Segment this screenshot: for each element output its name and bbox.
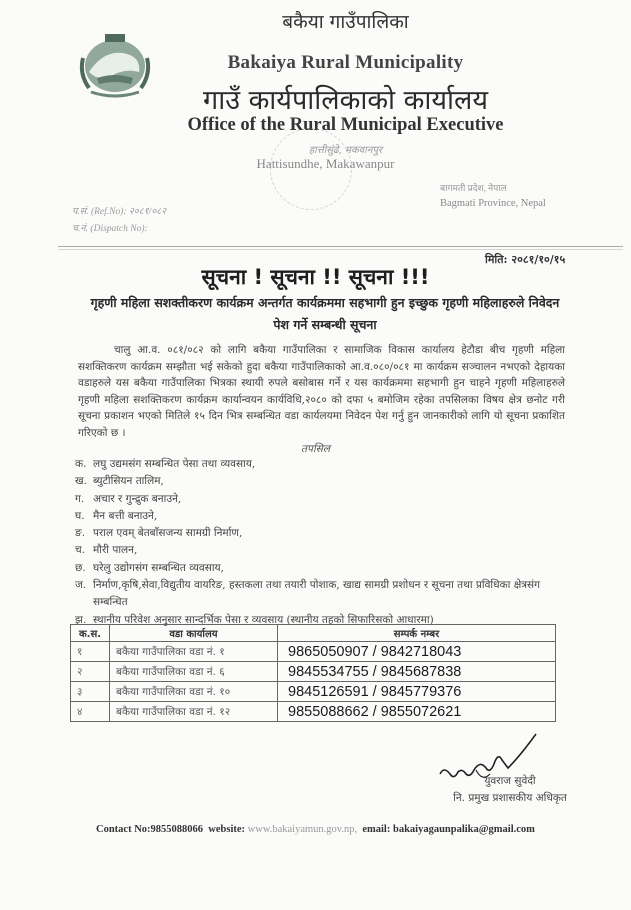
list-item-text: अचार र गुन्द्रुक बनाउने, [93, 492, 182, 505]
list-item-text: ब्युटीसियन तालिम, [93, 475, 164, 488]
list-item-text: पराल एवम् बेतबाँसजन्य सामग्री निर्माण, [93, 527, 243, 540]
table-row [71, 702, 556, 722]
address-english: Hattisundhe, Makawanpur [256, 156, 395, 171]
notice-title: सूचना ! सूचना !! सूचना !!! [201, 265, 430, 289]
cell-ward: बकैया गाउँपालिका वडा नं. १ [110, 642, 278, 662]
table-row [71, 662, 556, 682]
ref-number: प.सं. (Ref.No): २०८१/०८२ [72, 207, 167, 217]
list-item-text: मैन बत्ती बनाउने, [93, 509, 158, 522]
cell-serial: ४ [71, 702, 110, 722]
reference-block [72, 204, 166, 238]
list-item-text: स्थानीय परिवेश अनुसार सान्दर्भिक पेसा र व्यवसाय (स्थानीय तहको सिफारिसको आधारमा) [93, 613, 434, 626]
list-item-text: मौरी पालन, [93, 544, 138, 557]
website-link[interactable]: www.bakaiyamun.gov.np, [247, 824, 358, 835]
list-item [75, 456, 570, 473]
table-row [71, 642, 556, 662]
notice-body: चालु आ.व. ०८१/०८२ को लागि बकैया गाउँपालिका र सामाजिक विकास कार्यालय हेटौडा बीच गृहणी महिला सशक्तिकरण कार्यक्रम सम्झौता भई सकेको हुदा बकैया गाउँपालिकाको आ.व.०८०/०८१ मा कार्यक्रम सञ्चालन नभएको देहायका वडाहरुले यस बकैया गाउँपालिका भित्रका स्थायी रुपले बसोबास गर्ने र यस कार्यक्रममा सहभागी हुन चाहने गृहणी महिलाहरुले गृहणी महिला सशक्तिकरण कार्यक्रम कार्यान्वयन कार्यविधि,२०८० को दफा ५ बमोजिम रहेका तपसिलका विषय क्षेत्र छनोट गरी सूचना प्रकाशन भएको मितिले १५ दिन भित्र सम्बन्धित वडा कार्यलयमा निवेदन पेश गर्नु हुन जानकारीको लागि यो सूचना प्रकाशित गरिएको छ । [78, 344, 565, 439]
dispatch-number: च.नं. (Dispatch No): [72, 224, 148, 234]
list-item [75, 508, 570, 525]
office-name-nepali: गाउँ कार्यपालिकाको कार्यालय [203, 85, 488, 116]
municipality-name-english: Bakaiya Rural Municipality [227, 52, 464, 73]
subject-area-list [75, 456, 570, 629]
list-item-key: झ. [75, 613, 87, 626]
cell-ward: बकैया गाउँपालिका वडा नं. १२ [110, 702, 278, 722]
website-label: website: [208, 824, 246, 835]
signatory-title: नि. प्रमुख प्रशासकीय अधिकृत [453, 792, 567, 804]
office-stamp [270, 128, 352, 210]
contact-number: 9855088066 [150, 824, 204, 835]
column-header-contact: सम्पर्क नम्बर [278, 625, 556, 642]
notice-date: मिति: २०८१/१०/१५ [485, 253, 566, 266]
ward-contact-table [70, 624, 556, 722]
email-link[interactable]: bakaiyagaunpalika@gmail.com [392, 824, 535, 835]
list-item [75, 473, 570, 490]
list-item-key: ग. [75, 492, 85, 505]
list-item-key: ख. [75, 475, 87, 488]
list-item [75, 542, 570, 559]
table-row [71, 682, 556, 702]
cell-phone: 9845126591 / 9845779376 [278, 682, 556, 702]
list-item-key: क. [75, 458, 87, 470]
contact-label: Contact No: [96, 824, 151, 835]
header-divider-secondary [58, 249, 623, 250]
province-english: Bagmati Province, Nepal [440, 198, 546, 209]
list-item [75, 491, 570, 508]
list-item-key: घ. [75, 509, 85, 522]
cell-phone: 9855088662 / 9855072621 [278, 702, 556, 722]
contact-footer [96, 824, 535, 835]
list-item [75, 525, 570, 542]
cell-serial: ३ [71, 682, 110, 702]
list-item-text: लघु उद्यमसंग सम्बन्धित पेसा तथा व्यवसाय, [93, 458, 256, 470]
cell-ward: बकैया गाउँपालिका वडा नं. १० [110, 682, 278, 702]
list-item-key: च. [75, 544, 86, 557]
column-header-serial: क.स. [71, 625, 110, 642]
cell-phone: 9865050907 / 9842718043 [278, 642, 556, 662]
province-block [440, 180, 546, 212]
list-heading: तपसिल [301, 443, 330, 455]
list-item-text: निर्माण,कृषि,सेवा,विद्युतीय वायरिङ, हस्तकला तथा तयारी पोशाक, खाद्य सामग्री प्रशोधन र सूचना तथा प्रविधिका क्षेत्रसंग सम्बन्धित [93, 579, 541, 609]
table-header-row [71, 625, 556, 642]
list-item [75, 560, 570, 577]
list-item [75, 577, 570, 612]
cell-serial: १ [71, 642, 110, 662]
municipality-name-nepali: बकैया गाउँपालिका [282, 11, 409, 33]
signatory-name: युवराज सुवेदी [484, 775, 536, 787]
office-name-english: Office of the Rural Municipal Executive [187, 115, 504, 135]
notice-subject: गृहणी महिला सशक्तीकरण कार्यक्रम अन्तर्गत कार्यक्रममा सहभागी हुन इच्छुक गृहणी महिलाहरुले निवेदन पेश गर्ने सम्बन्धी सूचना [90, 295, 560, 332]
list-item-text: घरेलु उद्योगसंग सम्बन्धित व्यवसाय, [93, 561, 224, 574]
header-divider [58, 246, 623, 247]
cell-phone: 9845534755 / 9845687838 [278, 662, 556, 682]
address-nepali: हात्तीसुंढे, मकवानपुर [308, 145, 383, 156]
signatory-block [440, 773, 580, 807]
cell-serial: २ [71, 662, 110, 682]
list-item-key: ज. [75, 579, 87, 592]
list-item-key: छ. [75, 561, 86, 574]
column-header-ward: वडा कार्यालय [110, 625, 278, 642]
province-nepali: बागमती प्रदेश, नेपाल [440, 183, 507, 193]
email-label: email: [362, 824, 391, 835]
cell-ward: बकैया गाउँपालिका वडा नं. ६ [110, 662, 278, 682]
list-item-key: ङ. [75, 527, 86, 540]
